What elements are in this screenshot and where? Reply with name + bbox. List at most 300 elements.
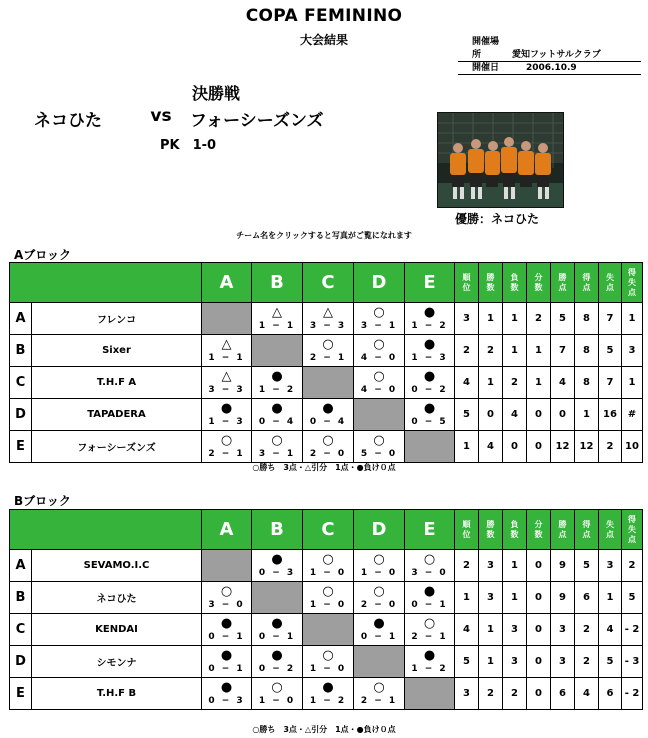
match-result-cell [405,582,455,614]
result-mark: ○ [322,648,334,663]
match-result-cell [252,367,303,399]
stat-header-label: 得失点 [628,267,636,297]
match-score: 1 − 1 [258,321,296,331]
stat-value: 2 [622,550,643,582]
stat-value: 5 [622,582,643,614]
winner-photo [437,112,564,208]
stat-value: 1 [503,335,527,367]
team-name-link[interactable]: シモンナ [32,646,202,678]
final-matchup [34,106,323,131]
match-score: 1 − 3 [208,417,245,427]
stat-value: 4 [455,614,479,646]
final-team2: フォーシーズンズ [190,111,324,131]
stat-header [599,510,622,550]
stat-value: 0 [527,550,551,582]
stat-value: 1 [527,335,551,367]
match-score: 1 − 0 [360,568,398,578]
team-name-link[interactable]: KENDAI [32,614,202,646]
stat-header-label: 失点 [606,272,614,292]
match-result-cell [354,431,405,463]
match-score: 0 − 4 [309,417,347,427]
stat-value: 3 [503,614,527,646]
match-score: 3 − 1 [258,449,296,459]
match-result-cell [252,646,303,678]
result-mark: ○ [423,616,436,631]
stat-value: 8 [575,367,599,399]
match-result-cell [354,582,405,614]
match-score: 0 − 1 [208,632,245,642]
match-score: 0 − 5 [411,417,448,427]
stat-value: 1 [599,582,622,614]
stat-value: 5 [455,646,479,678]
result-mark: ● [220,648,233,663]
result-mark: ○ [373,552,385,567]
stat-value: 7 [551,335,575,367]
row-letter: B [10,582,32,614]
stat-value: 3 [503,646,527,678]
match-result-cell [405,367,455,399]
table-row [10,367,643,399]
match-result-cell [252,431,303,463]
stat-value: 1 [455,431,479,463]
match-score: 3 − 3 [208,385,245,395]
final-vs: vs [150,106,172,126]
match-score: 1 − 1 [208,353,245,363]
stat-header-label: 勝点 [558,519,567,539]
row-letter: D [10,399,32,431]
match-score: 3 − 0 [208,600,245,610]
result-mark: ● [423,584,436,599]
row-letter: D [10,646,32,678]
stat-header [527,263,551,303]
stat-value: 0 [527,399,551,431]
stat-value: 0 [527,582,551,614]
match-result-cell [303,678,354,710]
column-header-c: C [303,263,354,303]
team-name-link[interactable]: フォーシーズンズ [32,431,202,463]
stat-header [503,510,527,550]
match-score: 4 − 0 [360,353,398,363]
header-row [10,263,643,303]
stat-header [527,510,551,550]
stat-value: 0 [479,399,503,431]
table-row [10,303,643,335]
match-result-cell [202,399,252,431]
team-name-link[interactable]: T.H.F A [32,367,202,399]
match-result-cell [202,678,252,710]
match-score: 1 − 0 [309,568,347,578]
stat-value: 7 [599,303,622,335]
stat-value: 4 [479,431,503,463]
stat-value: 2 [503,367,527,399]
match-result-cell [202,614,252,646]
stat-value: 10 [622,431,643,463]
date-label: 開催日 [472,63,500,73]
result-mark: ○ [373,337,385,352]
result-mark: △ [323,305,333,320]
stat-value: 2 [479,335,503,367]
match-score: 1 − 3 [411,353,448,363]
stat-header [622,263,643,303]
team-name-link[interactable]: Sixer [32,335,202,367]
match-score: 0 − 1 [258,632,296,642]
stat-header [575,510,599,550]
column-header-b: B [252,510,303,550]
row-letter: E [10,431,32,463]
result-mark: ● [423,337,436,352]
result-mark: ● [220,680,233,695]
stat-value: 1 [575,399,599,431]
stat-value: 6 [599,678,622,710]
stat-value: 6 [551,678,575,710]
result-mark: ○ [373,584,385,599]
self-match-cell [405,678,455,710]
result-mark: ● [423,369,436,384]
table-row [10,646,643,678]
match-score: 0 − 4 [258,417,296,427]
column-header-c: C [303,510,354,550]
stat-value: 2 [455,335,479,367]
stat-value: 1 [503,550,527,582]
stat-value: 8 [575,335,599,367]
stat-header [622,510,643,550]
match-score: 3 − 1 [360,321,398,331]
stat-header-label: 順位 [462,272,471,292]
match-score: 1 − 2 [309,696,347,706]
block-a-table [9,262,643,463]
result-mark: ○ [322,337,334,352]
stat-value: 4 [551,367,575,399]
match-result-cell [405,335,455,367]
stat-value: 1 [479,367,503,399]
match-score: 0 − 1 [411,600,448,610]
match-score: 2 − 0 [309,449,347,459]
match-score: 3 − 0 [411,568,448,578]
match-score: 0 − 3 [258,568,296,578]
stat-header [575,263,599,303]
stat-value: 9 [551,582,575,614]
stat-value: - 2 [622,614,643,646]
match-score: 0 − 3 [208,696,245,706]
match-result-cell [202,582,252,614]
stat-value: 3 [455,303,479,335]
final-team1: ネコひた [34,111,102,131]
result-mark: △ [272,305,282,320]
stat-value: 7 [599,367,622,399]
column-header-e: E [405,510,455,550]
column-header-d: D [354,510,405,550]
stat-header-label: 失点 [606,519,614,539]
result-mark: ● [271,401,283,416]
stat-value: 6 [575,582,599,614]
result-mark: ○ [271,433,283,448]
header-row [10,510,643,550]
result-mark: ○ [322,552,334,567]
match-result-cell [405,550,455,582]
stat-value: 1 [527,367,551,399]
self-match-cell [354,399,405,431]
table-row [10,399,643,431]
stat-value: 5 [455,399,479,431]
match-score: 0 − 1 [208,664,245,674]
match-score: 2 − 1 [309,353,347,363]
match-result-cell [252,614,303,646]
match-result-cell [202,335,252,367]
self-match-cell [202,303,252,335]
result-mark: ● [271,552,283,567]
result-mark: ○ [373,369,385,384]
column-header-e: E [405,263,455,303]
match-result-cell [354,678,405,710]
row-letter: B [10,335,32,367]
match-score: 1 − 2 [411,664,448,674]
stat-value: 12 [551,431,575,463]
match-score: 2 − 1 [208,449,245,459]
match-result-cell [405,303,455,335]
row-letter: E [10,678,32,710]
stat-value: 1 [503,303,527,335]
match-score: 2 − 1 [360,696,398,706]
stat-header-label: 分数 [534,272,543,292]
stat-value: 2 [479,678,503,710]
stat-value: 9 [551,550,575,582]
stat-header-label: 負数 [510,272,519,292]
stat-value: 3 [551,646,575,678]
match-result-cell [303,646,354,678]
self-match-cell [202,550,252,582]
stat-value: # [622,399,643,431]
stat-value: 2 [575,614,599,646]
table-row [10,582,643,614]
team-name-link[interactable]: T.H.F B [32,678,202,710]
stat-value: 4 [599,614,622,646]
stat-value: 12 [575,431,599,463]
stat-header-label: 勝数 [486,272,495,292]
header-corner [10,263,202,303]
stat-value: 0 [527,431,551,463]
row-letter: A [10,303,32,335]
result-mark: △ [221,369,232,384]
self-match-cell [252,582,303,614]
winner-caption: 優勝：ネコひた [455,212,540,226]
match-score: 3 − 3 [309,321,347,331]
result-mark: ● [373,616,385,631]
date-value: 2006.10.9 [526,63,577,73]
result-mark: ○ [271,680,283,695]
match-score: 0 − 2 [411,385,448,395]
stat-value: 8 [575,303,599,335]
result-mark: ● [423,648,436,663]
match-result-cell [202,431,252,463]
match-result-cell [354,614,405,646]
column-header-b: B [252,263,303,303]
column-header-d: D [354,263,405,303]
self-match-cell [354,646,405,678]
stat-value: 5 [599,335,622,367]
stat-value: 2 [527,303,551,335]
stat-value: 0 [551,399,575,431]
stat-header-label: 分数 [534,519,543,539]
match-result-cell [303,582,354,614]
stat-value: 1 [479,646,503,678]
match-result-cell [252,399,303,431]
stat-header [503,263,527,303]
team-name-link[interactable]: TAPADERA [32,399,202,431]
match-score: 2 − 1 [411,632,448,642]
date-row [458,62,641,75]
match-result-cell [303,431,354,463]
table-row [10,614,643,646]
stat-header-label: 得点 [582,272,591,292]
match-result-cell [252,303,303,335]
match-result-cell [354,335,405,367]
match-score: 1 − 2 [258,385,296,395]
result-mark: ○ [373,680,385,695]
column-header-a: A [202,510,252,550]
match-result-cell [303,550,354,582]
result-mark: ● [271,369,283,384]
stat-value: 3 [479,550,503,582]
self-match-cell [405,431,455,463]
stat-value: 4 [503,399,527,431]
stat-value: 2 [455,550,479,582]
stat-header-label: 負数 [510,519,519,539]
team-name-link[interactable]: SEVAMO.I.C [32,550,202,582]
match-score: 4 − 0 [360,385,398,395]
stat-value: - 3 [622,646,643,678]
stat-header-label: 得失点 [628,514,636,544]
row-letter: C [10,367,32,399]
table-row [10,550,643,582]
match-result-cell [252,550,303,582]
match-result-cell [252,678,303,710]
row-letter: A [10,550,32,582]
stat-value: 4 [575,678,599,710]
stat-value: 3 [551,614,575,646]
row-letter: C [10,614,32,646]
page-subtitle: 大会結果 [299,33,348,47]
result-mark: ○ [220,433,233,448]
column-header-a: A [202,263,252,303]
self-match-cell [252,335,303,367]
result-mark: ○ [322,584,334,599]
final-label: 決勝戦 [191,84,240,103]
stat-header-label: 勝数 [486,519,495,539]
stat-value: 3 [455,678,479,710]
stat-value: 1 [622,303,643,335]
stat-value: 1 [479,303,503,335]
match-result-cell [354,367,405,399]
match-result-cell [303,335,354,367]
match-score: 1 − 0 [309,600,347,610]
page-title: COPA FEMININO [245,6,403,26]
block-b-label: Bブロック [14,494,71,508]
match-result-cell [354,550,405,582]
venue-value: 愛知フットサルクラブ [512,50,601,60]
match-result-cell [405,646,455,678]
stat-value: - 2 [622,678,643,710]
click-note: チーム名をクリックすると写真がご覧になれます [236,231,412,240]
result-mark: ● [220,616,233,631]
stat-value: 1 [503,582,527,614]
match-score: 1 − 0 [309,664,347,674]
team-name-link[interactable]: フレンコ [32,303,202,335]
event-meta [458,37,641,75]
stat-header [479,510,503,550]
table-row [10,335,643,367]
match-result-cell [405,399,455,431]
stat-header [599,263,622,303]
result-mark: ● [322,401,334,416]
stat-value: 1 [479,614,503,646]
table-row [10,431,643,463]
result-mark: ○ [220,584,233,599]
header-corner [10,510,202,550]
venue-label: 開催場所 [472,37,500,60]
match-score: 0 − 1 [360,632,398,642]
match-score: 1 − 2 [411,321,448,331]
final-pk-score: PK 1-0 [160,138,217,153]
stat-header [551,263,575,303]
stat-value: 3 [622,335,643,367]
stat-header [551,510,575,550]
stat-value: 16 [599,399,622,431]
stat-value: 5 [575,550,599,582]
table-row [10,678,643,710]
result-mark: ● [423,401,436,416]
stat-header-label: 得点 [582,519,591,539]
stat-header-label: 勝点 [558,272,567,292]
stat-header [455,510,479,550]
result-mark: ● [271,616,283,631]
self-match-cell [303,614,354,646]
stat-value: 2 [503,678,527,710]
team-photo-image [438,113,564,208]
result-mark: ● [322,680,334,695]
block-b-legend: ○勝ち 3点・△引分 1点・●負け０点 [252,725,396,734]
stat-value: 4 [455,367,479,399]
block-a-label: Aブロック [14,248,72,262]
result-mark: ○ [423,552,436,567]
match-score: 0 − 2 [258,664,296,674]
team-name-link[interactable]: ネコひた [32,582,202,614]
result-mark: ○ [373,433,385,448]
match-result-cell [303,303,354,335]
result-mark: ○ [373,305,385,320]
stat-header-label: 順位 [462,519,471,539]
stat-value: 2 [599,431,622,463]
match-result-cell [303,399,354,431]
stat-header [479,263,503,303]
self-match-cell [303,367,354,399]
stat-value: 0 [527,646,551,678]
stat-value: 0 [527,614,551,646]
stat-value: 5 [599,646,622,678]
match-score: 5 − 0 [360,449,398,459]
stat-value: 3 [599,550,622,582]
stat-value: 1 [622,367,643,399]
result-mark: ● [220,401,233,416]
block-b-table [9,509,643,710]
stat-header [455,263,479,303]
match-result-cell [202,646,252,678]
match-score: 2 − 0 [360,600,398,610]
result-mark: ● [271,648,283,663]
stat-value: 0 [503,431,527,463]
match-result-cell [405,614,455,646]
result-mark: ● [423,305,436,320]
match-result-cell [202,367,252,399]
